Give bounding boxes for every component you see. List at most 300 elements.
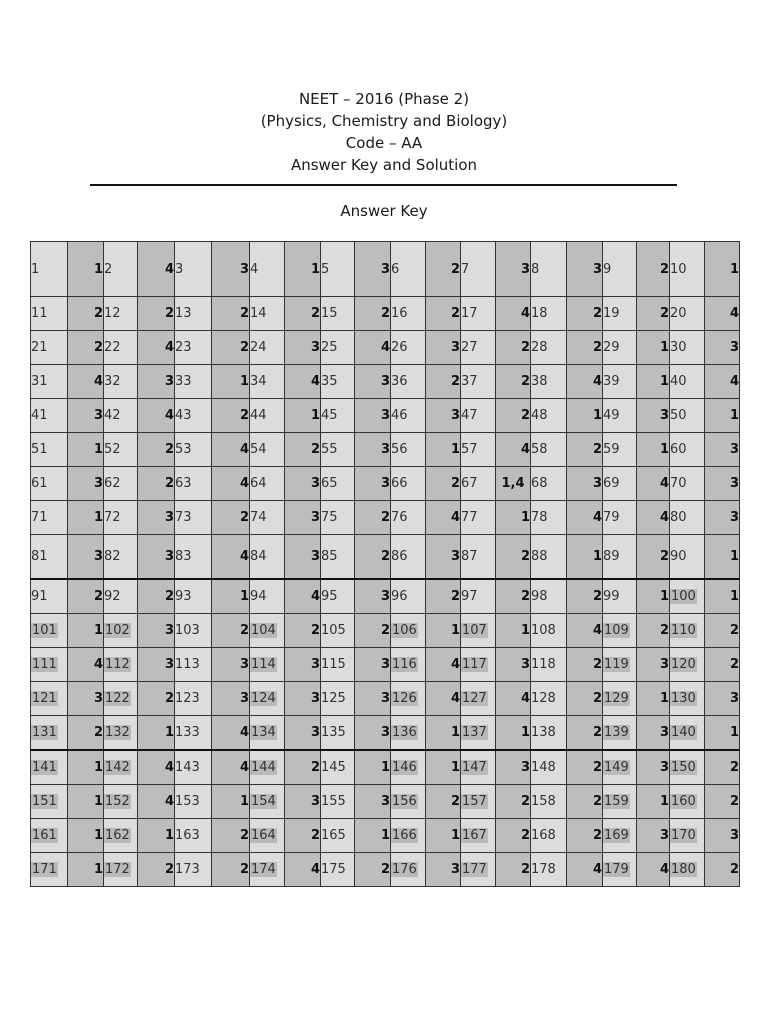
answer-cell: 3 [426, 853, 461, 887]
question-number: 146 [392, 760, 417, 775]
answer-cell: 4 [212, 467, 250, 501]
question-number: 35 [321, 374, 338, 389]
question-number-cell [175, 682, 212, 716]
question-number-cell [461, 365, 496, 399]
question-number: 7 [461, 261, 470, 277]
question-number-cell [175, 501, 212, 535]
answer-cell: 1 [285, 242, 321, 297]
answer-cell: 2 [567, 331, 603, 365]
question-number-cell [670, 433, 705, 467]
answer-cell: 2 [68, 579, 104, 614]
question-number: 52 [104, 442, 121, 457]
question-number: 141 [32, 760, 57, 775]
question-number: 159 [604, 794, 629, 809]
answer-cell: 2 [496, 365, 531, 399]
question-number-cell [670, 785, 705, 819]
answer-cell: 2 [355, 501, 391, 535]
question-number: 147 [462, 760, 487, 775]
table-row [31, 785, 740, 819]
answer-cell: 2 [567, 750, 603, 785]
answer-cell: 1 [426, 433, 461, 467]
question-number-cell [531, 716, 567, 751]
question-number: 83 [175, 549, 192, 564]
question-number: 8 [531, 261, 540, 277]
table-row [31, 579, 740, 614]
answer-cell: 2 [138, 297, 175, 331]
question-number-cell [603, 467, 637, 501]
answer-cell: 3 [285, 535, 321, 580]
answer-cell: 3 [567, 242, 603, 297]
question-number: 101 [32, 623, 57, 638]
question-number: 82 [104, 549, 121, 564]
question-number-cell [250, 716, 285, 751]
question-number: 90 [670, 549, 687, 564]
answer-cell: 2 [705, 648, 740, 682]
question-number-cell [461, 331, 496, 365]
question-number: 89 [603, 549, 620, 564]
question-number-cell [461, 399, 496, 433]
question-number-cell [31, 648, 68, 682]
question-number: 156 [392, 794, 417, 809]
question-number-cell [461, 501, 496, 535]
table-row [31, 399, 740, 433]
answer-cell: 2 [285, 819, 321, 853]
answer-cell: 2 [496, 785, 531, 819]
answer-cell: 1 [355, 750, 391, 785]
question-number-cell [175, 648, 212, 682]
question-number: 138 [531, 725, 556, 740]
answer-cell: 3 [355, 399, 391, 433]
question-number-cell [670, 399, 705, 433]
answer-cell: 2 [426, 579, 461, 614]
question-number: 84 [250, 549, 267, 564]
question-number: 39 [603, 374, 620, 389]
answer-cell: 3 [285, 716, 321, 751]
answer-cell: 2 [637, 535, 670, 580]
question-number: 132 [105, 725, 130, 740]
answer-cell: 3 [637, 716, 670, 751]
question-number: 167 [462, 828, 487, 843]
document-title: Answer Key and Solution [290, 156, 478, 174]
question-number-cell [321, 750, 355, 785]
answer-cell: 3 [212, 682, 250, 716]
table-row [31, 467, 740, 501]
question-number-cell [603, 716, 637, 751]
answer-cell: 1 [426, 819, 461, 853]
question-number-cell [104, 433, 138, 467]
question-number: 49 [603, 408, 620, 423]
question-number-cell [391, 853, 426, 887]
question-number-cell [461, 682, 496, 716]
answer-cell: 4 [285, 853, 321, 887]
question-number: 179 [604, 862, 629, 877]
answer-cell: 3 [567, 467, 603, 501]
answer-cell: 4 [637, 853, 670, 887]
question-number: 96 [391, 589, 408, 604]
answer-cell: 4 [637, 501, 670, 535]
answer-cell: 1 [68, 785, 104, 819]
question-number-cell [670, 682, 705, 716]
question-number: 171 [32, 862, 57, 877]
question-number: 74 [250, 510, 267, 525]
question-number: 111 [32, 657, 57, 672]
question-number-cell [461, 297, 496, 331]
question-number: 24 [250, 340, 267, 355]
answer-cell: 4 [426, 648, 461, 682]
question-number-cell [250, 614, 285, 648]
question-number-cell [531, 297, 567, 331]
answer-cell: 1 [426, 750, 461, 785]
question-number: 118 [531, 657, 556, 672]
answer-cell: 2 [637, 297, 670, 331]
question-number-cell [175, 297, 212, 331]
answer-cell: 2 [68, 331, 104, 365]
answer-cell: 3 [637, 399, 670, 433]
question-number-cell [31, 785, 68, 819]
answer-cell: 1 [212, 579, 250, 614]
question-number-cell [670, 750, 705, 785]
question-number-cell [175, 365, 212, 399]
question-number-cell [670, 819, 705, 853]
answer-cell: 2 [138, 433, 175, 467]
question-number: 137 [462, 725, 487, 740]
question-number-cell [321, 682, 355, 716]
question-number: 77 [461, 510, 478, 525]
answer-cell: 1 [68, 433, 104, 467]
question-number-cell [104, 819, 138, 853]
question-number-cell [670, 853, 705, 887]
answer-cell: 4 [496, 433, 531, 467]
question-number-cell [250, 433, 285, 467]
header-divider [90, 184, 677, 186]
question-number-cell [603, 399, 637, 433]
question-number: 131 [32, 725, 57, 740]
answer-cell: 3 [68, 467, 104, 501]
table-row [31, 365, 740, 399]
answer-cell: 4 [212, 716, 250, 751]
question-number-cell [670, 579, 705, 614]
answer-cell: 3 [285, 648, 321, 682]
answer-cell: 3 [637, 819, 670, 853]
answer-cell: 3 [496, 242, 531, 297]
question-number: 126 [392, 691, 417, 706]
question-number-cell [391, 331, 426, 365]
question-number: 119 [604, 657, 629, 672]
question-number: 22 [104, 340, 121, 355]
answer-cell: 1 [496, 614, 531, 648]
exam-code: Code – AA [345, 134, 423, 152]
question-number-cell [250, 819, 285, 853]
question-number: 100 [671, 589, 696, 604]
answer-cell: 2 [567, 819, 603, 853]
exam-title: NEET – 2016 (Phase 2) [298, 90, 470, 108]
question-number: 107 [462, 623, 487, 638]
question-number-cell [391, 535, 426, 580]
question-number-cell [461, 716, 496, 751]
question-number-cell [31, 331, 68, 365]
question-number-cell [531, 467, 567, 501]
answer-cell: 2 [212, 297, 250, 331]
table-row [31, 819, 740, 853]
answer-cell: 2 [426, 365, 461, 399]
question-number-cell [250, 579, 285, 614]
answer-cell: 3 [355, 648, 391, 682]
question-number: 151 [32, 794, 57, 809]
answer-cell: 3 [285, 785, 321, 819]
question-number-cell [104, 365, 138, 399]
answer-cell: 2 [426, 242, 461, 297]
question-number-cell [391, 682, 426, 716]
question-number-cell [31, 819, 68, 853]
question-number-cell [31, 535, 68, 580]
question-number-cell [175, 819, 212, 853]
question-number-cell [603, 433, 637, 467]
answer-cell: 2 [138, 579, 175, 614]
answer-key-heading: Answer Key [340, 202, 428, 220]
question-number: 136 [392, 725, 417, 740]
answer-cell: 2 [285, 297, 321, 331]
question-number-cell [31, 501, 68, 535]
answer-cell: 4 [212, 535, 250, 580]
question-number-cell [250, 853, 285, 887]
question-number: 180 [671, 862, 696, 877]
answer-cell: 2 [212, 399, 250, 433]
question-number: 43 [175, 408, 192, 423]
question-number: 58 [531, 442, 548, 457]
question-number: 18 [531, 306, 548, 321]
question-number: 94 [250, 589, 267, 604]
question-number: 59 [603, 442, 620, 457]
question-number: 97 [461, 589, 478, 604]
answer-cell: 3 [285, 501, 321, 535]
question-number-cell [175, 399, 212, 433]
question-number: 80 [670, 510, 687, 525]
question-number-cell [603, 785, 637, 819]
answer-cell: 1 [426, 614, 461, 648]
question-number: 135 [321, 725, 346, 740]
answer-cell: 3 [705, 331, 740, 365]
answer-cell: 2 [212, 331, 250, 365]
question-number: 40 [670, 374, 687, 389]
answer-cell: 4 [138, 399, 175, 433]
question-number-cell [104, 853, 138, 887]
question-number: 150 [671, 760, 696, 775]
table-row [31, 614, 740, 648]
question-number-cell [321, 579, 355, 614]
question-number-cell [391, 297, 426, 331]
answer-cell: 2 [285, 614, 321, 648]
answer-cell: 2 [212, 614, 250, 648]
answer-cell: 4 [285, 365, 321, 399]
answer-cell: 1 [637, 579, 670, 614]
question-number: 122 [105, 691, 130, 706]
answer-cell: 3 [637, 750, 670, 785]
question-number: 28 [531, 340, 548, 355]
question-number: 129 [604, 691, 629, 706]
question-number-cell [250, 399, 285, 433]
answer-cell: 1 [705, 579, 740, 614]
question-number-cell [321, 399, 355, 433]
question-number-cell [531, 853, 567, 887]
question-number: 174 [251, 862, 276, 877]
answer-cell: 1 [68, 242, 104, 297]
question-number: 42 [104, 408, 121, 423]
question-number-cell [175, 467, 212, 501]
question-number: 113 [175, 657, 200, 672]
question-number: 86 [391, 549, 408, 564]
answer-cell: 4 [138, 242, 175, 297]
question-number-cell [531, 648, 567, 682]
question-number-cell [321, 297, 355, 331]
question-number-cell [531, 682, 567, 716]
question-number: 55 [321, 442, 338, 457]
answer-cell: 3 [705, 467, 740, 501]
question-number-cell [670, 648, 705, 682]
document-header [0, 88, 768, 176]
question-number-cell [321, 853, 355, 887]
question-number-cell [321, 819, 355, 853]
question-number-cell [603, 819, 637, 853]
answer-cell: 3 [496, 750, 531, 785]
answer-cell: 3 [355, 716, 391, 751]
question-number-cell [391, 648, 426, 682]
answer-cell: 2 [637, 242, 670, 297]
answer-cell: 1 [567, 535, 603, 580]
answer-cell: 1 [637, 433, 670, 467]
question-number-cell [603, 297, 637, 331]
question-number-cell [104, 614, 138, 648]
question-number: 114 [251, 657, 276, 672]
question-number: 149 [604, 760, 629, 775]
question-number: 15 [321, 306, 338, 321]
answer-key-table [30, 241, 740, 887]
question-number: 85 [321, 549, 338, 564]
question-number-cell [670, 331, 705, 365]
question-number: 160 [671, 794, 696, 809]
answer-cell: 2 [355, 297, 391, 331]
answer-cell: 4 [138, 750, 175, 785]
question-number-cell [31, 750, 68, 785]
answer-cell: 4 [567, 614, 603, 648]
question-number-cell [31, 399, 68, 433]
question-number: 117 [462, 657, 487, 672]
question-number-cell [31, 297, 68, 331]
question-number: 57 [461, 442, 478, 457]
question-number-cell [250, 365, 285, 399]
question-number: 152 [105, 794, 130, 809]
question-number: 25 [321, 340, 338, 355]
question-number-cell [531, 501, 567, 535]
answer-cell: 1 [567, 399, 603, 433]
answer-cell: 3 [637, 648, 670, 682]
question-number: 32 [104, 374, 121, 389]
question-number-cell [391, 365, 426, 399]
table-row [31, 535, 740, 580]
question-number: 127 [462, 691, 487, 706]
question-number-cell [31, 242, 68, 297]
question-number-cell [670, 467, 705, 501]
question-number-cell [391, 501, 426, 535]
answer-cell: 3 [212, 242, 250, 297]
answer-cell: 2 [212, 819, 250, 853]
question-number: 56 [391, 442, 408, 457]
answer-cell: 2 [705, 750, 740, 785]
answer-cell: 2 [496, 579, 531, 614]
answer-cell: 3 [138, 365, 175, 399]
table-row [31, 501, 740, 535]
question-number: 140 [671, 725, 696, 740]
question-number-cell [175, 853, 212, 887]
question-number: 172 [105, 862, 130, 877]
answer-cell: 3 [68, 682, 104, 716]
question-number: 115 [321, 657, 346, 672]
question-number: 67 [461, 476, 478, 491]
question-number-cell [391, 819, 426, 853]
question-number: 125 [321, 691, 346, 706]
question-number: 68 [531, 476, 548, 491]
question-number: 116 [392, 657, 417, 672]
answer-cell: 3 [68, 399, 104, 433]
question-number: 104 [251, 623, 276, 638]
question-number-cell [31, 467, 68, 501]
question-number-cell [104, 331, 138, 365]
question-number-cell [603, 682, 637, 716]
question-number-cell [250, 648, 285, 682]
answer-cell: 3 [355, 467, 391, 501]
answer-cell: 1 [68, 853, 104, 887]
question-number: 164 [251, 828, 276, 843]
answer-cell: 2 [567, 716, 603, 751]
question-number: 123 [175, 691, 200, 706]
answer-cell: 4 [285, 579, 321, 614]
question-number-cell [670, 501, 705, 535]
answer-cell: 2 [68, 297, 104, 331]
question-number: 143 [175, 760, 200, 775]
question-number-cell [31, 433, 68, 467]
question-number: 165 [321, 828, 346, 843]
answer-cell: 1 [705, 399, 740, 433]
question-number: 163 [175, 828, 200, 843]
table-row [31, 331, 740, 365]
question-number-cell [104, 297, 138, 331]
question-number-cell [250, 467, 285, 501]
question-number-cell [603, 579, 637, 614]
question-number-cell [603, 535, 637, 580]
question-number-cell [391, 785, 426, 819]
answer-cell: 1 [212, 785, 250, 819]
question-number-cell [603, 501, 637, 535]
question-number: 78 [531, 510, 548, 525]
question-number: 95 [321, 589, 338, 604]
answer-cell: 2 [567, 682, 603, 716]
question-number-cell [31, 365, 68, 399]
question-number: 166 [392, 828, 417, 843]
answer-cell: 2 [496, 853, 531, 887]
question-number-cell [670, 535, 705, 580]
question-number: 93 [175, 589, 192, 604]
answer-cell: 4 [496, 297, 531, 331]
question-number-cell [104, 399, 138, 433]
question-number-cell [461, 853, 496, 887]
question-number-cell [250, 242, 285, 297]
question-number: 154 [251, 794, 276, 809]
answer-cell: 3 [705, 433, 740, 467]
question-number-cell [461, 750, 496, 785]
table-row [31, 648, 740, 682]
question-number-cell [175, 331, 212, 365]
question-number: 19 [603, 306, 620, 321]
question-number: 36 [391, 374, 408, 389]
